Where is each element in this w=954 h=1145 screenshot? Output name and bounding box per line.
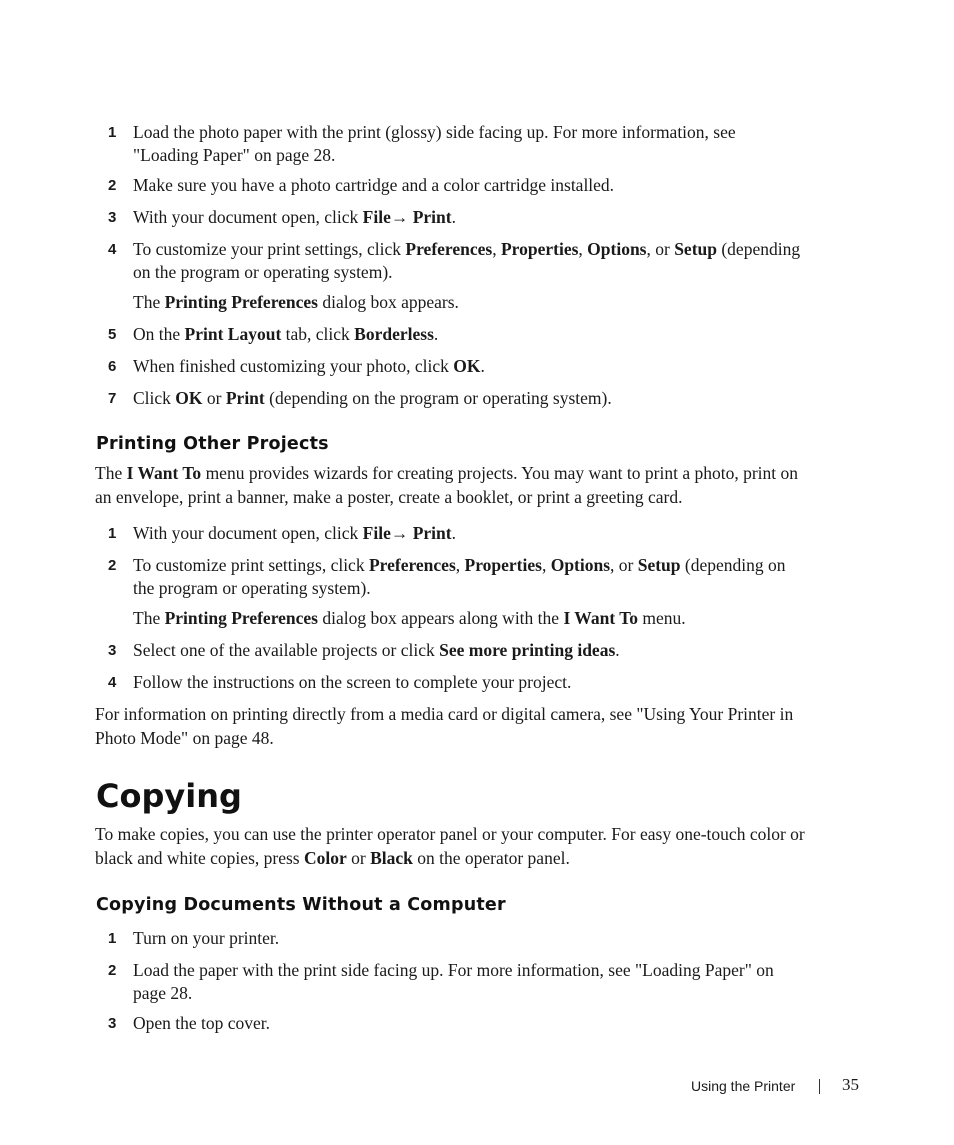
step-number: 6 <box>108 358 117 375</box>
step-number: 4 <box>108 241 117 258</box>
intro-paragraph: The I Want To menu provides wizards for creating projects. You may want to print a photo, print on an envelope, print a banner, make a poster, create a booklet, or print a greeting card. <box>95 463 799 507</box>
step-number: 3 <box>108 209 117 226</box>
outro-paragraph: For information on printing directly from a media card or digital camera, see "Using Your Printer in Photo Mode" on page 48. <box>95 704 794 748</box>
step-number: 4 <box>108 674 117 691</box>
step-text: To customize your print settings, click Preferences, Properties, Options, or Setup (depending on the program or operating system). <box>133 239 801 282</box>
intro-paragraph: To make copies, you can use the printer operator panel or your computer. For easy one-touch color or black and white copies, press Color or Black on the operator panel. <box>95 824 805 868</box>
step-text: Make sure you have a photo cartridge and a color cartridge installed. <box>133 175 615 195</box>
step-text: Load the photo paper with the print (glossy) side facing up. For more information, see "Loading Paper" on page 28. <box>133 122 736 165</box>
step-text: Open the top cover. <box>133 1013 271 1033</box>
step-number: 7 <box>108 390 117 407</box>
step-number: 3 <box>108 1015 117 1032</box>
step-text: Turn on your printer. <box>133 928 280 948</box>
step-text: When finished customizing your photo, click OK. <box>133 356 485 376</box>
step-number: 3 <box>108 642 117 659</box>
step-text: Follow the instructions on the screen to complete your project. <box>133 672 572 692</box>
step-number: 1 <box>108 930 117 947</box>
section-heading: Printing Other Projects <box>96 434 329 454</box>
step-number: 1 <box>108 525 117 542</box>
step-number: 2 <box>108 962 117 979</box>
page-number: 35 <box>842 1075 859 1094</box>
footer-divider <box>819 1079 820 1094</box>
step-note: The Printing Preferences dialog box appears. <box>133 292 459 312</box>
step-text: On the Print Layout tab, click Borderless. <box>133 324 439 344</box>
chapter-title: Copying <box>96 777 242 815</box>
step-number: 1 <box>108 124 117 141</box>
step-number: 2 <box>108 557 117 574</box>
step-number: 5 <box>108 326 117 343</box>
section-heading: Copying Documents Without a Computer <box>96 895 506 915</box>
step-text: Load the paper with the print side facing up. For more information, see "Loading Paper" on page 28. <box>133 960 774 1003</box>
step-text: With your document open, click File→ Print. <box>133 207 456 227</box>
step-number: 2 <box>108 177 117 194</box>
step-text: Click OK or Print (depending on the program or operating system). <box>133 388 612 408</box>
footer-section-title: Using the Printer <box>691 1078 796 1094</box>
step-text: To customize print settings, click Preferences, Properties, Options, or Setup (depending on the program or operating system). <box>133 555 786 598</box>
step-text: With your document open, click File→ Print. <box>133 523 456 543</box>
step-note: The Printing Preferences dialog box appears along with the I Want To menu. <box>133 608 686 628</box>
step-text: Select one of the available projects or click See more printing ideas. <box>133 640 620 660</box>
